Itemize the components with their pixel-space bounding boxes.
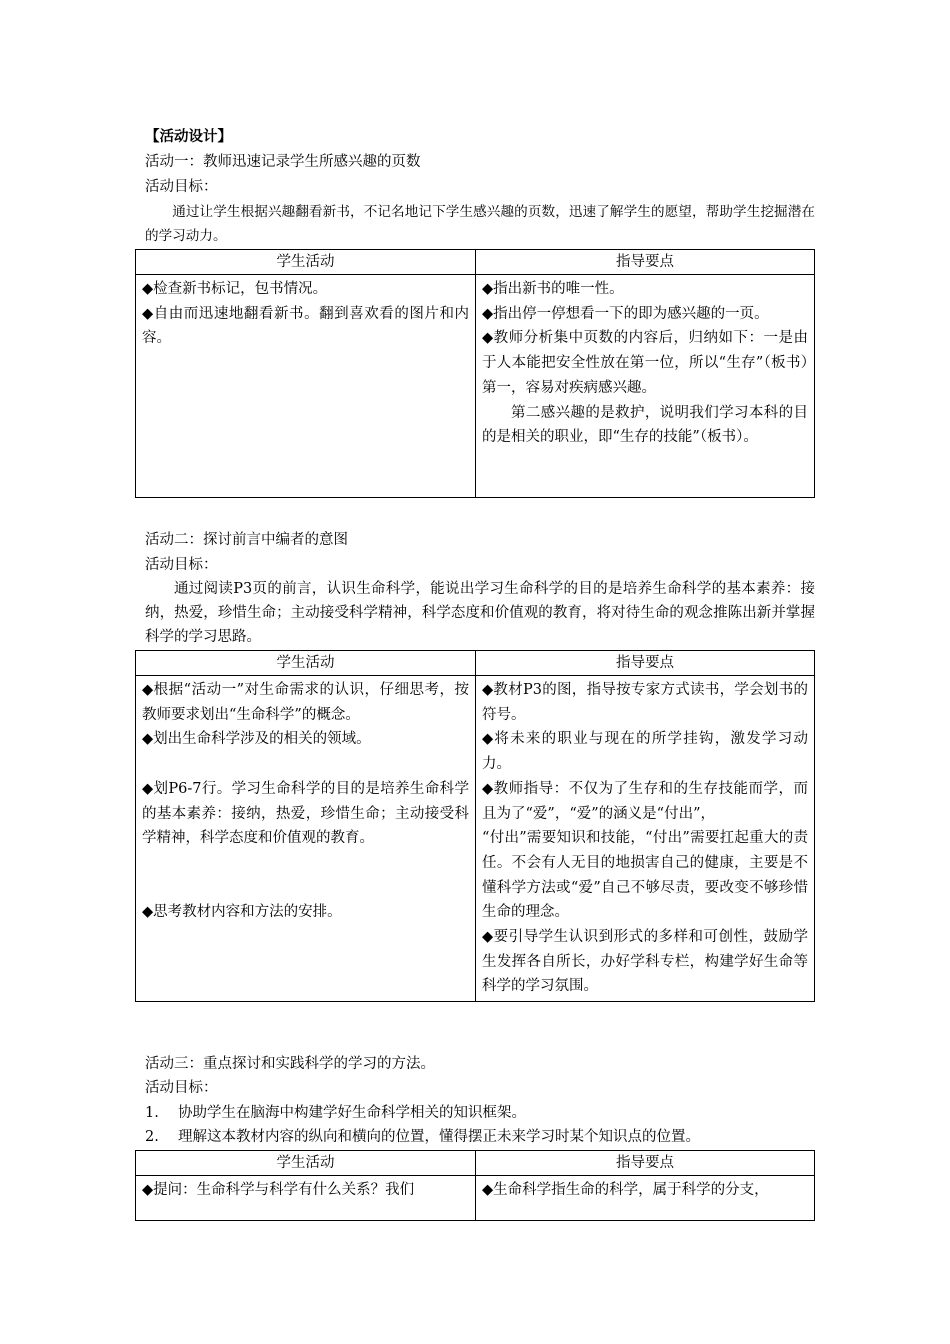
- student-item: ◆根据“活动一”对生命需求的认识，仔细思考，按教师要求划出“生命科学”的概念。: [142, 682, 469, 723]
- guide-item: ◆教师分析集中页数的内容后，归纳如下：一是由于人本能把安全性放在第一位，所以“生存”（板书）第一，容易对疾病感兴趣。: [482, 330, 808, 396]
- list-item: [145, 1101, 815, 1125]
- section-title: 【活动设计】: [145, 129, 232, 145]
- list-text: 协助学生在脑海中构建学好生命科学相关的知识框架。: [178, 1105, 526, 1121]
- activity3-title: 活动三：重点探讨和实践科学的学习的方法。: [145, 1056, 435, 1072]
- list-number: 1.: [145, 1105, 159, 1121]
- activity2-goal-label: 活动目标：: [145, 557, 218, 573]
- table-header-row: [136, 1151, 815, 1176]
- col-student-header: 学生活动: [136, 250, 476, 275]
- student-item: ◆检查新书标记，包书情况。: [142, 281, 328, 297]
- student-item: ◆提问：生命科学与科学有什么关系？我们: [142, 1182, 415, 1198]
- col-student-header: 学生活动: [136, 651, 476, 676]
- student-cell: [136, 275, 476, 498]
- activity1-title: 活动一：教师迅速记录学生所感兴趣的页数: [145, 154, 421, 170]
- guide-item: ◆生命科学指生命的科学，属于科学的分支，: [482, 1182, 769, 1198]
- activity1-goal-label: 活动目标：: [145, 179, 218, 195]
- col-student-header: 学生活动: [136, 1151, 476, 1176]
- list-item: [145, 1125, 815, 1149]
- list-number: 2.: [145, 1129, 159, 1145]
- col-guide-header: 指导要点: [476, 1151, 815, 1176]
- student-item: ◆思考教材内容和方法的安排。: [142, 904, 342, 921]
- guide-item: ◆要引导学生认识到形式的多样和可创性，鼓励学生发挥各自所长，办好学科专栏，构建学好生命等科学的学习氛围。: [482, 929, 808, 995]
- table-row: [136, 275, 815, 498]
- guide-item: ◆指出新书的唯一性。: [482, 281, 624, 297]
- activity3-goal-label: 活动目标：: [145, 1080, 218, 1096]
- list-text: 理解这本教材内容的纵向和横向的位置，懂得摆正未来学习时某个知识点的位置。: [178, 1129, 700, 1145]
- activity1-table: [135, 249, 815, 498]
- guide-cell: [476, 275, 815, 498]
- activity2-title: 活动二：探讨前言中编者的意图: [145, 532, 348, 548]
- activity2-goal-text: 通过阅读P3页的前言，认识生命科学，能说出学习生命科学的目的是培养生命科学的基本素养：接纳，热爱，珍惜生命；主动接受科学精神，科学态度和价值观的教育，将对待生命的观念推陈出新并掌握科学的学习思路。: [145, 581, 815, 645]
- student-item: ◆自由而迅速地翻看新书。翻到喜欢看的图片和内容。: [142, 305, 469, 347]
- guide-cell: [476, 1176, 815, 1221]
- activity1-goal-text: 通过让学生根据兴趣翻看新书，不记名地记下学生感兴趣的页数，迅速了解学生的愿望，帮助学生挖掘潜在的学习动力。: [145, 204, 815, 244]
- activity2-table: [135, 650, 815, 1002]
- student-item: ◆划P6-7行。学习生命科学的目的是培养生命科学的基本素养：接纳，热爱，珍惜生命；主动接受科学精神，科学态度和价值观的教育。: [142, 780, 469, 847]
- table-header-row: [136, 250, 815, 275]
- student-cell: [136, 676, 476, 1002]
- guide-item: 第二感兴趣的是救护，说明我们学习本科的目的是相关的职业，即“生存的技能”（板书）。: [482, 404, 808, 446]
- guide-item: ◆教材P3的图，指导按专家方式读书，学会划书的符号。: [482, 682, 808, 723]
- student-cell: [136, 1176, 476, 1221]
- guide-item: ◆教师指导：不仅为了生存和的生存技能而学，而且为了“爱”，“爱”的涵义是“付出”，: [482, 780, 808, 822]
- col-guide-header: 指导要点: [476, 651, 815, 676]
- table-row: [136, 1176, 815, 1221]
- guide-cell: [476, 676, 815, 1002]
- guide-item: “付出”需要知识和技能，“付出”需要扛起重大的责任。不会有人无目的地损害自己的健康，主要是不懂科学方法或“爱”自己不够尽责，要改变不够珍惜生命的理念。: [482, 830, 808, 921]
- activity3-goal-list: [145, 1101, 815, 1149]
- table-header-row: [136, 651, 815, 676]
- guide-item: ◆指出停一停想看一下的即为感兴趣的一页。: [482, 305, 769, 322]
- guide-item: ◆将未来的职业与现在的所学挂钩，激发学习动力。: [482, 731, 808, 773]
- col-guide-header: 指导要点: [476, 250, 815, 275]
- table-row: [136, 676, 815, 1002]
- student-item: ◆划出生命科学涉及的相关的领域。: [142, 731, 371, 748]
- activity3-table: [135, 1150, 815, 1221]
